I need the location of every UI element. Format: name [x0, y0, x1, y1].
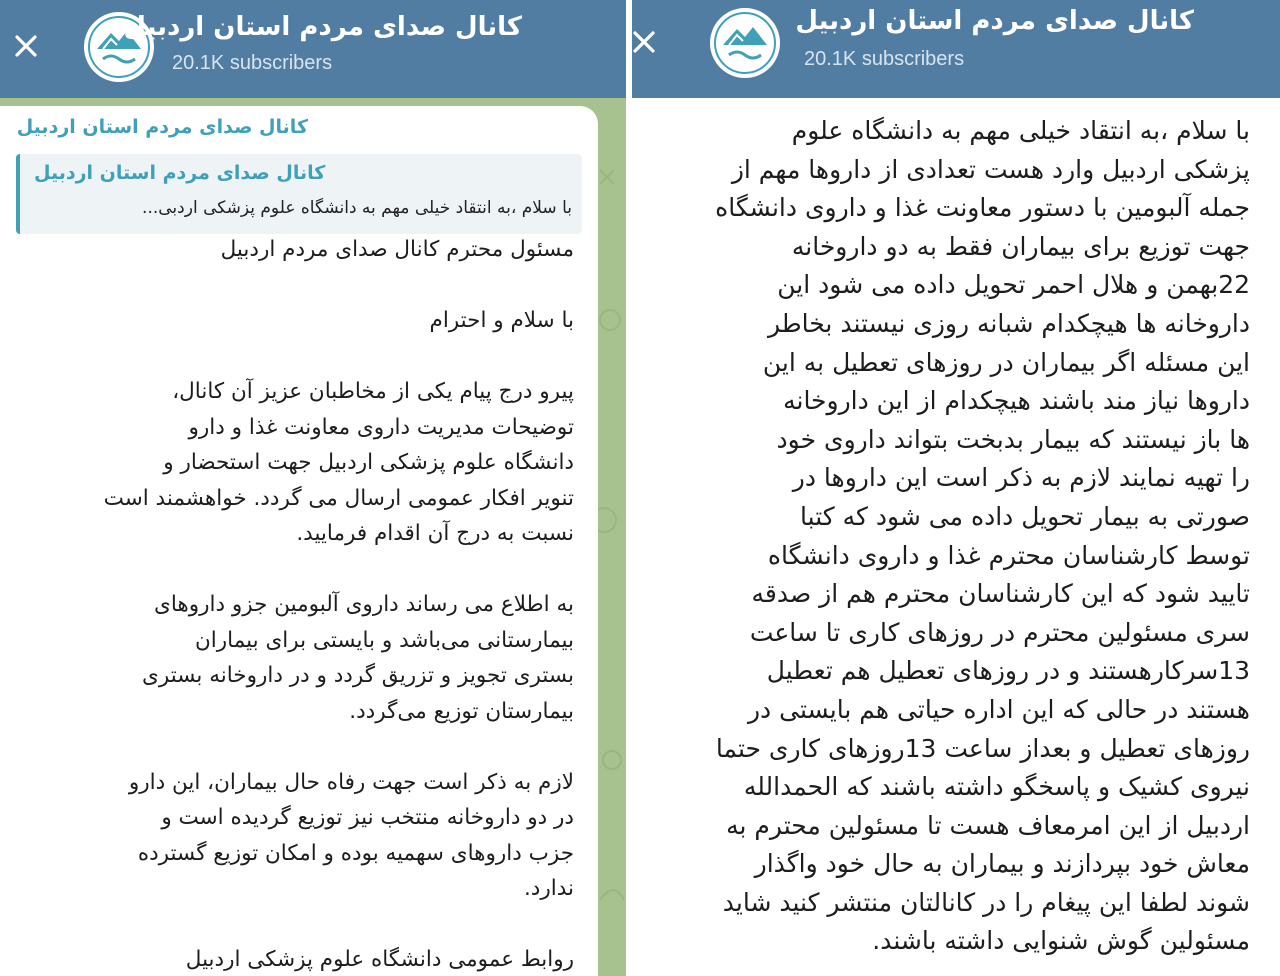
message-paragraph: به اطلاع می رساند داروی آلبومین جزو داروهای بیمارستانی می‌باشد و بایستی برای بیماران بستری تجویز و تزریق گردد و در داروخانه بستری بیمارستان توزیع می‌گردد. [142, 592, 574, 724]
left-chat-panel [0, 0, 626, 976]
channel-header [0, 0, 626, 98]
close-button[interactable] [632, 22, 664, 62]
message-signature: روابط عمومی دانشگاه علوم پزشکی اردبیل [185, 947, 574, 972]
channel-title[interactable]: کانال صدای مردم استان اردبیل [795, 6, 1194, 36]
message-paragraph: مسئول محترم کانال صدای مردم اردبیل [220, 237, 574, 262]
reply-quote[interactable] [16, 154, 582, 234]
close-button[interactable] [6, 26, 46, 66]
message-paragraph: لازم به ذکر است جهت رفاه حال بیماران، این دارو در دو داروخانه منتخب نیز توزیع گردیده است و جزب داروهای سهمیه بوده و امکان توزیع گسترده ندارد. [128, 769, 574, 901]
subscriber-count: 20.1K subscribers [804, 48, 965, 70]
message-bubble[interactable] [0, 106, 598, 976]
close-icon [632, 29, 657, 55]
channel-header [632, 0, 1280, 98]
message-text [14, 232, 574, 976]
channel-logo-icon [713, 11, 777, 75]
right-chat-panel [632, 0, 1280, 976]
message-sender[interactable]: کانال صدای مردم استان اردبیل [16, 116, 308, 138]
reply-sender: کانال صدای مردم استان اردبیل [34, 162, 326, 184]
message-text: با سلام ،به انتقاد خیلی مهم به دانشگاه علوم پزشکی اردبیل وارد هست تعدادی از داروها مهم از جمله آلبومین با دستور معاونت غذا و داروی دانشگاه جهت توزیع برای بیماران فقط به دو داروخانه 22بهمن و هلال احمر تحویل داده می شود این داروخانه ها هیچکدام شبانه روزی نیستند بخاطر این مسئله اگر بیماران در روزهای تعطیل به این داروها نیاز مند باشند هیچکدام از این داروخانه ها باز نیستند که بیمار بدبخت بتواند داروی خود را تهیه نمایند لازم به ذکر است این داروها در صورتی به بیمار تحویل داده می شود که کتبا توسط کارشناسان محترم غذا و داروی دانشگاه تایید شود که این کارشناسان محترم هم از صدقه سری مسئولین محترم در روزهای کاری تا ساعت 13سرکارهستند و در روزهای تعطیل هم تعطیل هستند در حالی که این اداره حیاتی هم بایستی در روزهای تعطیل و بعداز ساعت 13روزهای کاری حتما نیروی کشیک و پاسخگو داشته باشند که الحمدالله اردبیل از این امرمعاف هست تا مسئولین محترم به معاش خود بپردازند و بیماران به حال خود واگذار شوند لطفا این پیغام را در کانالتان منتشر کنید شاید مسئولین گوش شنوایی داشته باشند. [715, 116, 1250, 956]
message-paragraph: پیرو درج پیام یکی از مخاطبان عزیز آن کانال، توضیحات مدیریت داروی معاونت غذا و دارو دانشگاه علوم پزشکی اردبیل جهت استحضار و تنویر افکار عمومی ارسال می گردد. خواهشمند است نسبت به درج آن اقدام فرمایید. [103, 379, 574, 546]
reply-preview: با سلام ،به انتقاد خیلی مهم به دانشگاه علوم پزشکی اردبی... [142, 198, 572, 218]
subscriber-count: 20.1K subscribers [172, 52, 333, 74]
message-bubble[interactable] [632, 100, 1280, 976]
channel-title[interactable]: کانال صدای مردم استان اردبیل [123, 12, 522, 42]
channel-avatar[interactable] [710, 8, 780, 78]
close-icon [13, 33, 39, 59]
message-paragraph: با سلام و احترام [429, 308, 574, 333]
